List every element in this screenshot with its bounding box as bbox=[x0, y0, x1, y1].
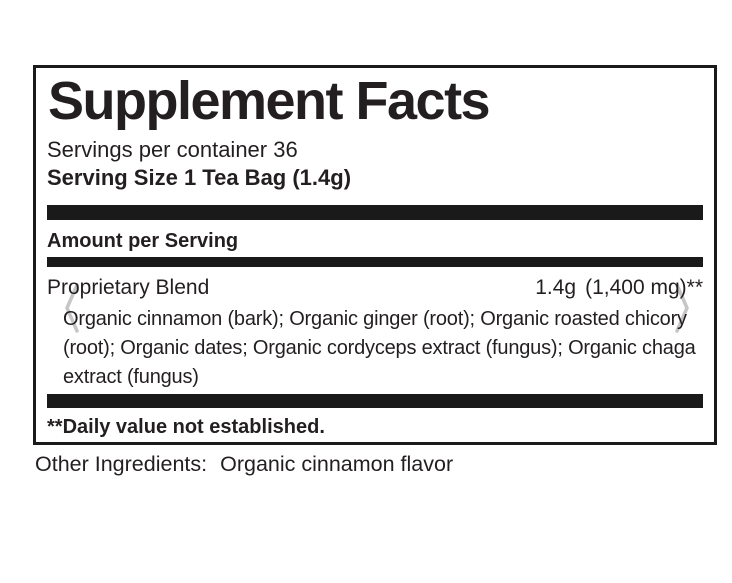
supplement-facts-title: Supplement Facts bbox=[48, 71, 490, 131]
blend-name: Proprietary Blend bbox=[47, 275, 210, 299]
blend-components: Organic cinnamon (bark); Organic ginger (root); Organic roasted chicory (root); Organic dates; Organic cordyceps extract (fungus); Organic chaga extract (fungus) bbox=[63, 308, 696, 388]
blend-amount-weight: 1.4g bbox=[535, 275, 577, 299]
daily-value-footnote: **Daily value not established. bbox=[47, 416, 325, 439]
supplement-facts-panel bbox=[33, 65, 717, 445]
divider-bar-bottom bbox=[47, 394, 703, 408]
other-ingredients bbox=[35, 452, 453, 478]
blend-amount bbox=[535, 276, 703, 300]
blend-amount-mg: (1,400 mg) bbox=[585, 275, 687, 299]
servings-per-container: Servings per container 36 bbox=[47, 137, 298, 162]
divider-bar-top bbox=[47, 205, 703, 220]
other-ingredients-value: Organic cinnamon flavor bbox=[220, 452, 454, 476]
other-ingredients-label: Other Ingredients: bbox=[35, 452, 208, 476]
serving-size: Serving Size 1 Tea Bag (1.4g) bbox=[47, 164, 352, 190]
proprietary-blend-row bbox=[47, 276, 703, 300]
daily-value-marker: ** bbox=[686, 275, 703, 299]
amount-per-serving-heading: Amount per Serving bbox=[47, 229, 239, 252]
divider-bar-medium bbox=[47, 257, 703, 267]
